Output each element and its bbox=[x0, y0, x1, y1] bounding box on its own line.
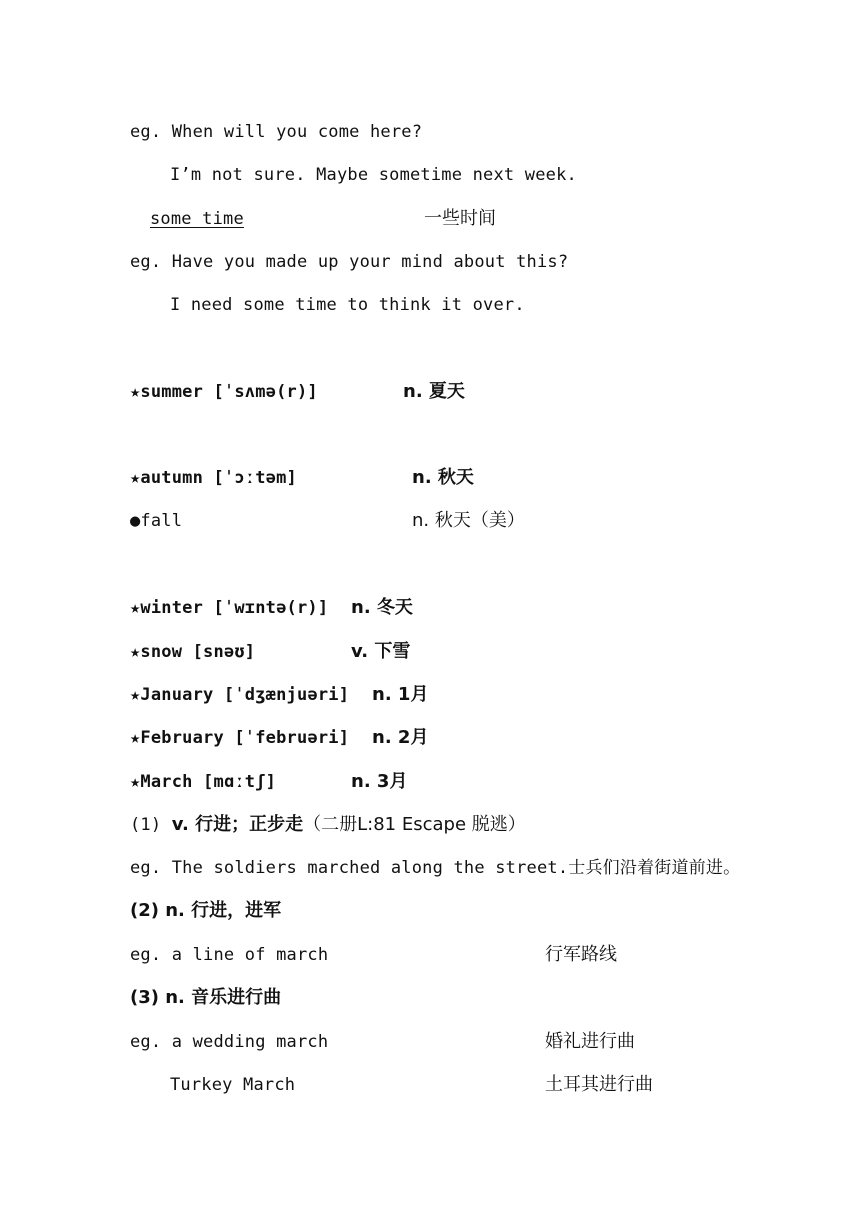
vocab-snow: ★snow [snəʊ] bbox=[130, 642, 256, 662]
vocab-february-definition: n. 2月 bbox=[372, 727, 429, 748]
example-question: eg. When will you come here? bbox=[130, 122, 423, 142]
example-phrase: eg. a wedding march bbox=[130, 1032, 329, 1052]
vocab-autumn-definition: n. 秋天 bbox=[412, 467, 474, 488]
vocab-march-definition: n. 3月 bbox=[351, 771, 408, 792]
example-question: eg. Have you made up your mind about this? bbox=[130, 252, 569, 272]
sense-1-note: （二册L:81 Escape 脱逃） bbox=[303, 814, 526, 835]
example-answer: I’m not sure. Maybe sometime next week. bbox=[170, 165, 577, 185]
vocab-autumn: ★autumn [ˈɔːtəm] bbox=[130, 468, 297, 488]
vocab-summer-definition: n. 夏天 bbox=[403, 381, 465, 402]
vocab-february: ★February [ˈfebruəri] bbox=[130, 728, 350, 748]
example-phrase-translation: 行军路线 bbox=[545, 944, 617, 965]
vocab-summer: ★summer [ˈsʌmə(r)] bbox=[130, 382, 318, 402]
vocab-snow-definition: v. 下雪 bbox=[351, 641, 411, 662]
sense-1 bbox=[130, 814, 526, 836]
vocab-january-definition: n. 1月 bbox=[372, 684, 429, 705]
sense-1-definition: v. 行进；正步走 bbox=[171, 814, 304, 835]
phrase-some-time: some time bbox=[150, 209, 244, 229]
vocab-march: ★March [mɑːtʃ] bbox=[130, 772, 277, 792]
example-sentence: eg. The soldiers marched along the street.士兵们沿着街道前进。 bbox=[130, 858, 741, 878]
sense-3: (3) n. 音乐进行曲 bbox=[130, 987, 282, 1008]
example-answer: I need some time to think it over. bbox=[170, 295, 525, 315]
sense-2: (2) n. 行进，进军 bbox=[130, 900, 282, 921]
vocab-winter-definition: n. 冬天 bbox=[351, 597, 413, 618]
vocab-winter: ★winter [ˈwɪntə(r)] bbox=[130, 598, 329, 618]
example-phrase: Turkey March bbox=[170, 1075, 296, 1095]
example-phrase-translation: 土耳其进行曲 bbox=[545, 1074, 653, 1095]
example-phrase-translation: 婚礼进行曲 bbox=[545, 1031, 635, 1052]
vocab-fall: ●fall bbox=[130, 511, 183, 531]
phrase-some-time-translation: 一些时间 bbox=[424, 208, 496, 229]
vocab-fall-definition: n. 秋天（美） bbox=[412, 510, 525, 531]
vocab-january: ★January [ˈdʒænjuəri] bbox=[130, 685, 350, 705]
example-phrase: eg. a line of march bbox=[130, 945, 329, 965]
sense-1-number: (1) bbox=[130, 815, 172, 835]
